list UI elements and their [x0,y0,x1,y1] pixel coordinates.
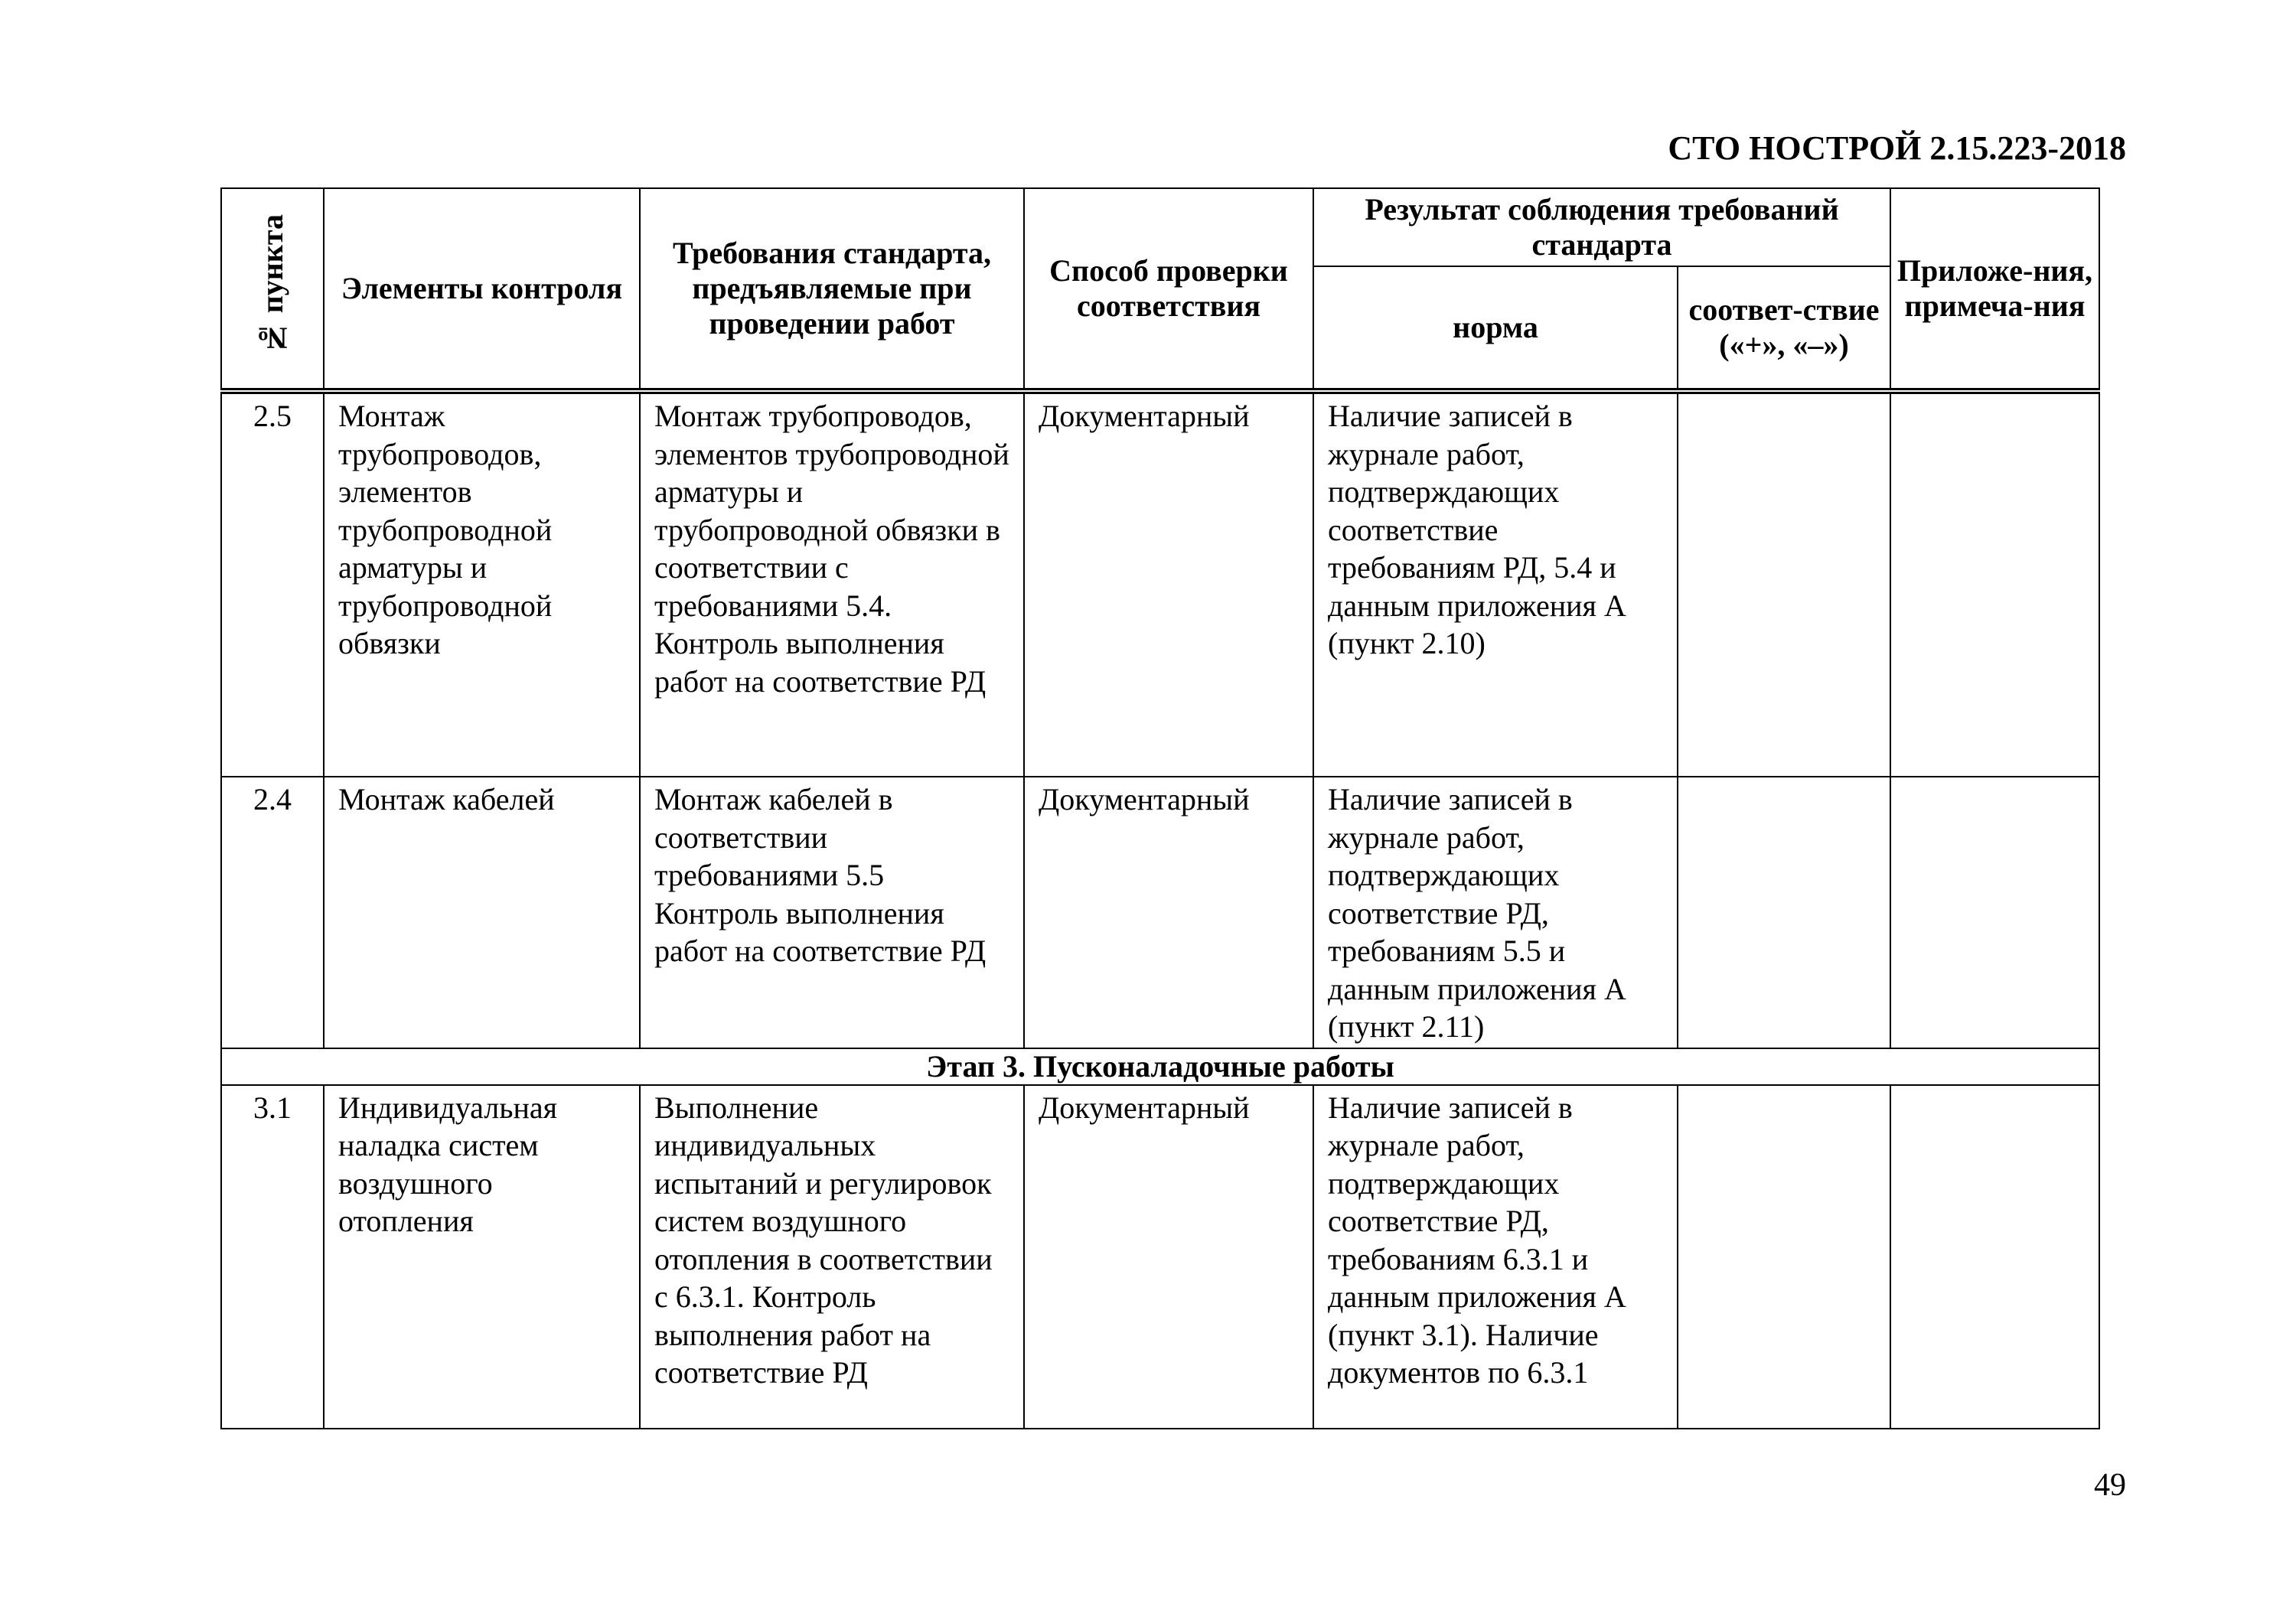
control-element: Монтаж трубопроводов, элементов трубопроводной арматуры и трубопроводной обвязки [324,391,640,777]
check-method: Документарный [1024,777,1313,1048]
header-item-number: № пункта [221,188,324,391]
inspection-table [220,187,2100,1429]
norm: Наличие записей в журнале работ, подтверждающих соответствие РД, требованиям 5.5 и данным приложения А (пункт 2.11) [1313,777,1678,1048]
stage-title: Этап 3. Пусконаладочные работы [221,1048,2099,1085]
header-method: Способ проверки соответствия [1024,188,1313,391]
header-norm: норма [1313,266,1678,391]
notes-cell [1890,391,2099,777]
requirement: Выполнение индивидуальных испытаний и регулировок систем воздушного отопления в соответствии с 6.3.1. Контроль выполнения работ на соответствие РД [640,1085,1024,1429]
table-row [221,777,2099,1048]
notes-cell [1890,777,2099,1048]
header-requirements: Требования стандарта, предъявляемые при проведении работ [640,188,1024,391]
item-number: 2.5 [221,391,324,777]
item-number: 2.4 [221,777,324,1048]
page-number: 49 [2094,1468,2126,1503]
stage-row [221,1048,2099,1085]
header-result-group: Результат соблюдения требований стандарта [1313,188,1890,266]
check-method: Документарный [1024,1085,1313,1429]
header-elements: Элементы контроля [324,188,640,391]
compliance-cell [1678,391,1890,777]
table-row [221,391,2099,777]
header-compliance: соответ-ствие («+», «–») [1678,266,1890,391]
document-code: СТО НОСТРОЙ 2.15.223-2018 [1668,129,2126,167]
control-element: Индивидуальная наладка систем воздушного отопления [324,1085,640,1429]
item-number: 3.1 [221,1085,324,1429]
norm: Наличие записей в журнале работ, подтверждающих соответствие РД, требованиям 6.3.1 и данным приложения А (пункт 3.1). Наличие документов по 6.3.1 [1313,1085,1678,1429]
table-row [221,1085,2099,1429]
norm: Наличие записей в журнале работ, подтверждающих соответствие требованиям РД, 5.4 и данным приложения А (пункт 2.10) [1313,391,1678,777]
control-element: Монтаж кабелей [324,777,640,1048]
header-notes: Приложе-ния, примеча-ния [1890,188,2099,391]
notes-cell [1890,1085,2099,1429]
compliance-cell [1678,777,1890,1048]
compliance-cell [1678,1085,1890,1429]
requirement: Монтаж трубопроводов, элементов трубопроводной арматуры и трубопроводной обвязки в соответствии с требованиями 5.4. Контроль выполнения работ на соответствие РД [640,391,1024,777]
check-method: Документарный [1024,391,1313,777]
requirement: Монтаж кабелей в соответствии требованиями 5.5 Контроль выполнения работ на соответствие РД [640,777,1024,1048]
